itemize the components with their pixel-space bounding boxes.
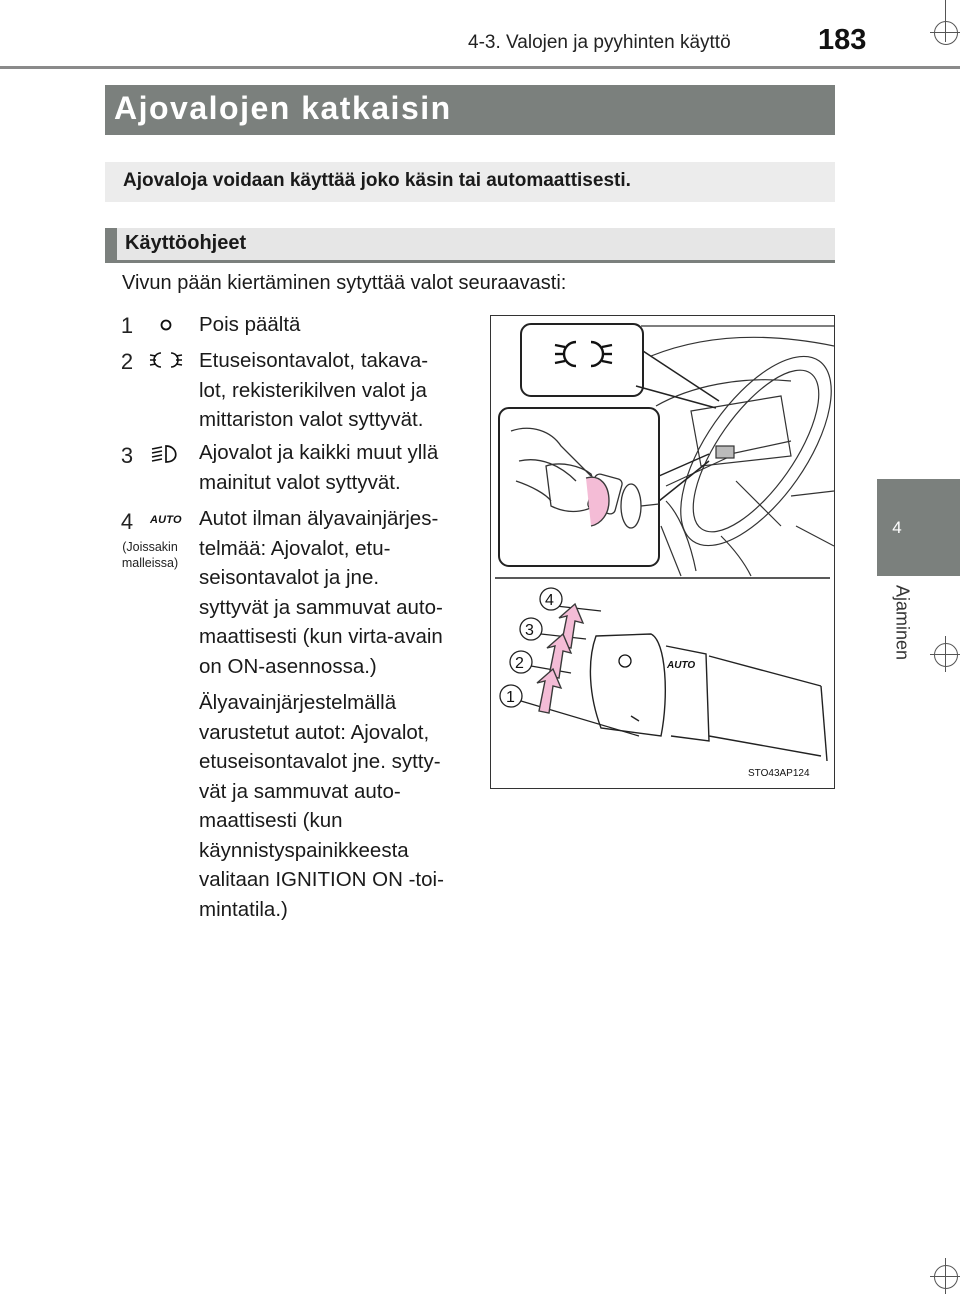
subheading-rule [105,260,835,263]
intro-text: Ajovaloja voidaan käyttää joko käsin tai automaattisesti. [123,170,631,191]
item-line: etuseisontavalot jne. sytty- [199,750,441,773]
item-line: seisontavalot ja jne. [199,566,380,589]
header-rule [0,66,960,69]
lever-drawing [590,634,827,761]
dashboard-drawing [641,326,834,576]
callout-leader [636,386,716,408]
callout-box [521,324,643,396]
item-line: Etuseisontavalot, takava- [199,349,429,372]
note-line: (Joissakin [122,540,178,554]
chapter-tab-title: Ajaminen [892,584,913,661]
item-line: Älyavainjärjestelmällä [199,691,397,714]
callout-number: 2 [515,655,524,672]
item-text [199,346,471,435]
item-number: 4 [120,509,134,534]
item-line: Autot ilman älyavainjärjes- [199,507,439,530]
item-number: 2 [120,349,134,374]
headlight-icon [148,443,184,465]
item-line: käynnistyspainikkeesta [199,838,409,862]
lead-text: Vivun pään kiertäminen sytyttää valot seuraavasti: [122,272,567,294]
item-line: varustetut autot: Ajovalot, [199,720,430,744]
item-number: 1 [120,313,134,338]
figure-illustration [491,316,834,788]
lever-light-icon [619,655,631,667]
item-text [199,310,471,340]
parking-lights-icon [148,349,184,371]
item-text-continued [199,688,471,924]
figure-code: STO43AP124 [748,768,810,779]
auto-icon: AUTO [150,514,182,526]
item-line: syttyvät ja sammuvat auto- [199,595,443,619]
item-number: 3 [120,443,134,468]
crop-mark [934,643,958,667]
position-arrows [537,604,583,713]
note-line: malleissa) [121,556,179,570]
item-line: vät ja sammuvat auto- [199,779,401,803]
item-text [199,504,471,681]
item-line: on ON-asennossa.) [199,654,377,678]
headlight-switch-figure [490,315,835,789]
chapter-tab-number: 4 [892,518,902,537]
item-line: mainitut valot syttyvät. [199,470,401,494]
subheading: Käyttöohjeet [125,232,247,254]
crop-mark [934,1265,958,1289]
callout-leader [643,351,719,401]
running-header: 4-3. Valojen ja pyyhinten käyttö [468,32,731,53]
item-line: Pois päältä [199,313,301,336]
callout-number: 3 [525,622,534,639]
item-line: Ajovalot ja kaikki muut yllä [199,441,439,464]
item-line: maattisesti (kun [199,809,343,832]
callout-number: 1 [506,689,515,706]
hand-inset [499,408,659,566]
item-line: valitaan IGNITION ON -toi- [199,868,444,891]
item-line: mintatila.) [199,897,288,921]
callout-number: 4 [545,592,554,609]
crop-mark [934,21,958,45]
off-circle-icon [158,317,174,333]
item-line: maattisesti (kun virta-avain [199,625,443,648]
page-title: Ajovalojen katkaisin [114,90,452,126]
inset-leader [659,461,709,501]
page-number: 183 [818,24,867,56]
item-line: mittariston valot syttyvät. [199,408,424,431]
availability-note [110,539,190,571]
item-text [199,438,471,497]
lever-auto-label: AUTO [667,660,696,671]
item-line: telmää: Ajovalot, etu- [199,536,391,560]
item-line: lot, rekisterikilven valot ja [199,378,427,402]
